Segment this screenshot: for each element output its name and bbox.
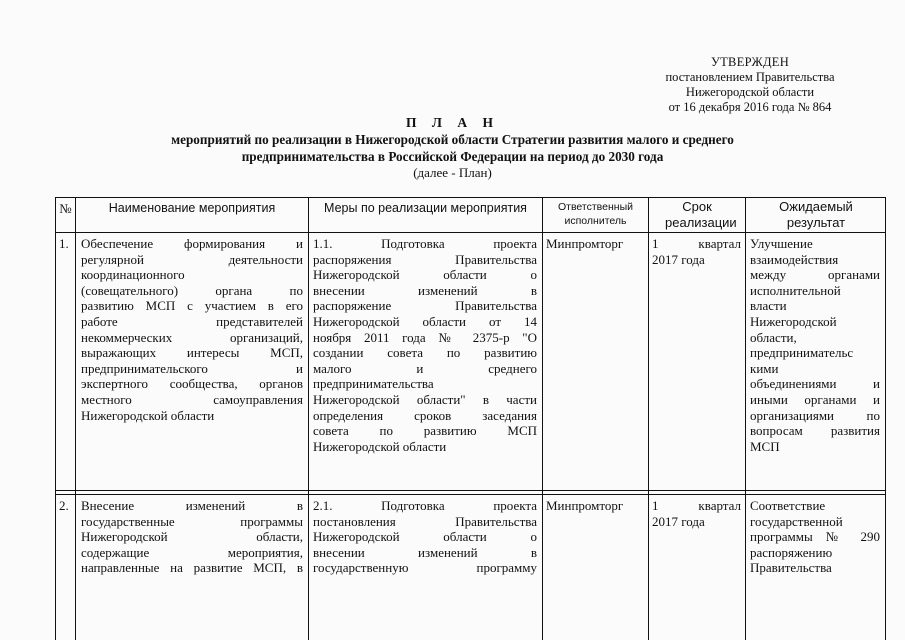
row-2-measures bbox=[313, 498, 537, 576]
text-line: содержащие мероприятия, bbox=[81, 544, 303, 560]
header-num: № bbox=[59, 201, 72, 216]
text-line: Правительства bbox=[750, 560, 832, 576]
text-line: Соответствие bbox=[750, 498, 826, 513]
text-line: распоряжению bbox=[750, 544, 833, 560]
text-line: экспертного сообщества, органов bbox=[81, 376, 303, 392]
text-line: работе представителей bbox=[81, 313, 303, 329]
approval-line: постановлением Правительства bbox=[665, 70, 835, 84]
text-line: организациями по bbox=[750, 407, 880, 423]
row-1-measures bbox=[313, 236, 537, 454]
approval-title: УТВЕРЖДЕН bbox=[710, 55, 790, 69]
text-line: Обеспечение формирования и bbox=[81, 236, 303, 251]
text-line: распоряжение Правительства bbox=[313, 298, 537, 314]
text-line: вопросам развития bbox=[750, 423, 880, 439]
text-line: развитию МСП с участием в его bbox=[81, 298, 303, 314]
header-measures: Меры по реализации мероприятия bbox=[324, 201, 527, 215]
approval-line: Нижегородской области bbox=[685, 85, 815, 99]
row-1-num: 1. bbox=[59, 236, 69, 251]
text-line: Улучшение bbox=[750, 236, 813, 251]
approval-date: от 16 декабря 2016 года № 864 bbox=[668, 100, 832, 114]
text-line: постановления Правительства bbox=[313, 513, 537, 529]
text-line: Нижегородской области о bbox=[313, 529, 537, 545]
header-name: Наименование мероприятия bbox=[108, 201, 276, 215]
row-2-num: 2. bbox=[59, 498, 69, 513]
text-line: области, bbox=[750, 329, 797, 345]
text-line: исполнительной bbox=[750, 282, 841, 298]
text-line: внесении изменений в bbox=[313, 282, 537, 298]
text-line: 2.1. Подготовка проекта bbox=[313, 498, 537, 513]
row-2-deadline bbox=[652, 498, 741, 529]
text-line: кими bbox=[750, 360, 779, 376]
row-2-result bbox=[750, 498, 880, 576]
text-line: предпринимательства bbox=[313, 376, 434, 392]
text-line: власти bbox=[750, 298, 787, 314]
text-line: Нижегородской bbox=[750, 313, 837, 329]
text-line: (совещательного) органа по bbox=[81, 282, 303, 298]
row-1-result bbox=[750, 236, 880, 454]
text-line: местного самоуправления bbox=[81, 391, 303, 407]
text-line: малого и среднего bbox=[313, 360, 537, 376]
text-line: 1.1. Подготовка проекта bbox=[313, 236, 537, 251]
text-line: некоммерческих организаций, bbox=[81, 329, 303, 345]
subtitle-line: предпринимательства в Российской Федерации на период до 2030 года bbox=[241, 149, 664, 164]
text-line: объединениями и bbox=[750, 376, 880, 392]
text-line: создании совета по развитию bbox=[313, 345, 537, 361]
text-line: Нижегородской области о bbox=[313, 267, 537, 283]
text-line: Нижегородской области от 14 bbox=[313, 313, 537, 329]
text-line: Нижегородской области bbox=[81, 407, 215, 423]
text-line: предпринимательского и bbox=[81, 360, 303, 376]
text-line: выражающих интересы МСП, bbox=[81, 345, 303, 361]
header-result: Ожидаемый результат bbox=[779, 199, 853, 230]
subtitle-note: (далее - План) bbox=[413, 165, 492, 180]
header-deadline: Срок реализации bbox=[665, 199, 737, 230]
text-line: государственную программу bbox=[313, 560, 537, 576]
text-line: иными органами и bbox=[750, 391, 880, 407]
text-line: регулярной деятельности bbox=[81, 251, 303, 267]
text-line: определения сроков заседания bbox=[313, 407, 537, 423]
text-line: совета по развитию МСП bbox=[313, 423, 537, 439]
text-line: государственные программы bbox=[81, 513, 303, 529]
text-line: ноября 2011 года № 2375-р "О bbox=[313, 329, 537, 345]
approval-block bbox=[620, 55, 880, 115]
text-line: государственной bbox=[750, 513, 843, 529]
text-line: направленные на развитие МСП, в bbox=[81, 560, 303, 576]
text-line: взаимодействия bbox=[750, 251, 839, 267]
text-line: Внесение изменений в bbox=[81, 498, 303, 513]
text-line: предпринимательс bbox=[750, 345, 854, 361]
text-line: 2017 года bbox=[652, 513, 705, 529]
text-line: 1 квартал bbox=[652, 236, 741, 251]
text-line: Нижегородской области, bbox=[81, 529, 303, 545]
text-line: МСП bbox=[750, 438, 780, 454]
header-executor: Ответственный исполнитель bbox=[558, 201, 633, 227]
text-line: внесении изменений в bbox=[313, 544, 537, 560]
subtitle-line: мероприятий по реализации в Нижегородской области Стратегии развития малого и среднего bbox=[171, 132, 734, 147]
row-1-executor: Минпромторг bbox=[546, 236, 624, 251]
plan-table bbox=[55, 197, 886, 640]
document-subtitle bbox=[100, 131, 805, 165]
text-line: программы № 290 bbox=[750, 529, 880, 545]
text-line: координационного bbox=[81, 267, 185, 283]
text-line: Нижегородской области bbox=[313, 438, 447, 454]
row-2-name bbox=[81, 498, 303, 576]
row-1-deadline bbox=[652, 236, 741, 267]
text-line: Нижегородской области" в части bbox=[313, 391, 537, 407]
text-line: распоряжения Правительства bbox=[313, 251, 537, 267]
row-1-name bbox=[81, 236, 303, 423]
text-line: 1 квартал bbox=[652, 498, 741, 513]
text-line: 2017 года bbox=[652, 251, 705, 267]
row-2-executor: Минпромторг bbox=[546, 498, 624, 513]
document-title: П Л А Н bbox=[406, 115, 499, 130]
text-line: между органами bbox=[750, 267, 880, 283]
